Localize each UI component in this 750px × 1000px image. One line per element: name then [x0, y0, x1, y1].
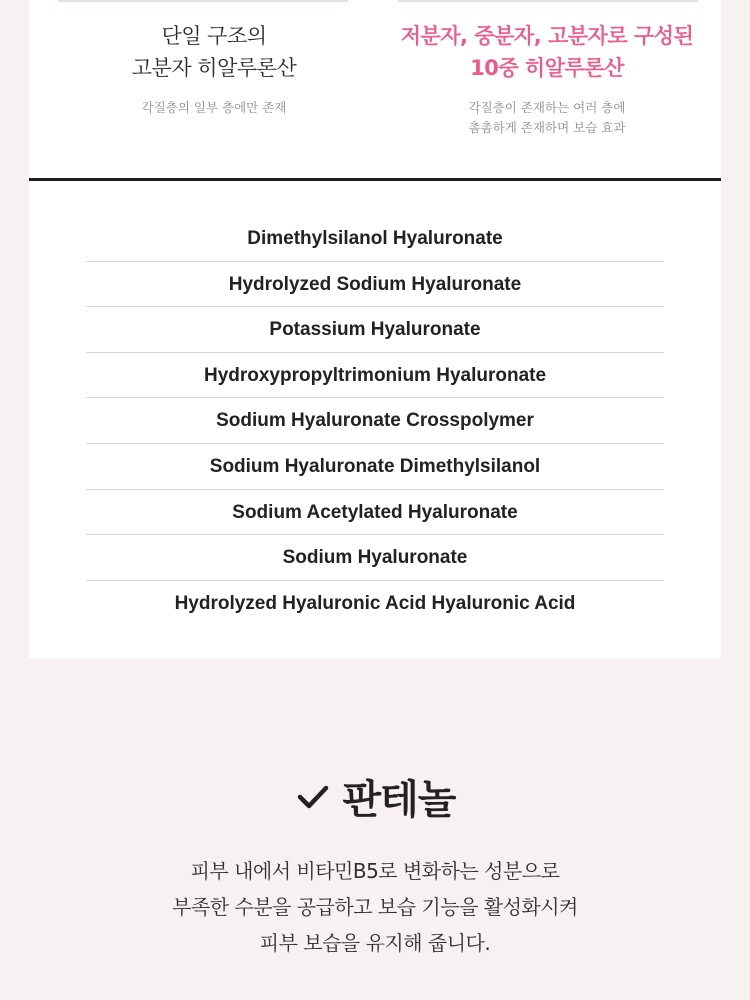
top-divider-left [58, 0, 348, 2]
ingredient-list [86, 216, 664, 626]
single-structure-description: 각질층의 일부 층에만 존재 [141, 100, 287, 115]
ingredient-item: Hydrolyzed Sodium Hyaluronate [86, 262, 664, 308]
ingredient-item: Hydrolyzed Hyaluronic Acid Hyaluronic Acid [174, 592, 576, 614]
panthenol-title: 판테놀 [342, 777, 456, 823]
ten-layer-description: 각질층이 존재하는 여러 층에 촘촘하게 존재하며 보습 효과 [468, 100, 626, 135]
ingredient-item: Sodium Hyaluronate Crosspolymer [86, 398, 664, 444]
top-divider-right [398, 0, 698, 2]
ingredient-item: Sodium Hyaluronate Dimethylsilanol [86, 444, 664, 490]
panthenol-heading [0, 768, 750, 825]
panthenol-description: 피부 내에서 비타민B5로 변화하는 성분으로 부족한 수분을 공급하고 보습 기능을 활성화시켜 피부 보습을 유지해 줍니다. [172, 859, 578, 955]
ingredient-item: Sodium Hyaluronate [86, 535, 664, 581]
single-structure-column [29, 20, 399, 118]
ingredient-item: Dimethylsilanol Hyaluronate [86, 216, 664, 262]
ten-layer-title: 저분자, 중분자, 고분자로 구성된 10중 히알루론산 [400, 24, 694, 80]
ingredient-item: Hydroxypropyltrimonium Hyaluronate [86, 353, 664, 399]
ingredient-item: Potassium Hyaluronate [86, 307, 664, 353]
check-icon [295, 779, 331, 815]
section-divider [29, 178, 721, 181]
ingredient-item: Sodium Acetylated Hyaluronate [86, 490, 664, 536]
ten-layer-column [372, 20, 722, 138]
single-structure-title: 단일 구조의 고분자 히알루론산 [131, 24, 297, 80]
